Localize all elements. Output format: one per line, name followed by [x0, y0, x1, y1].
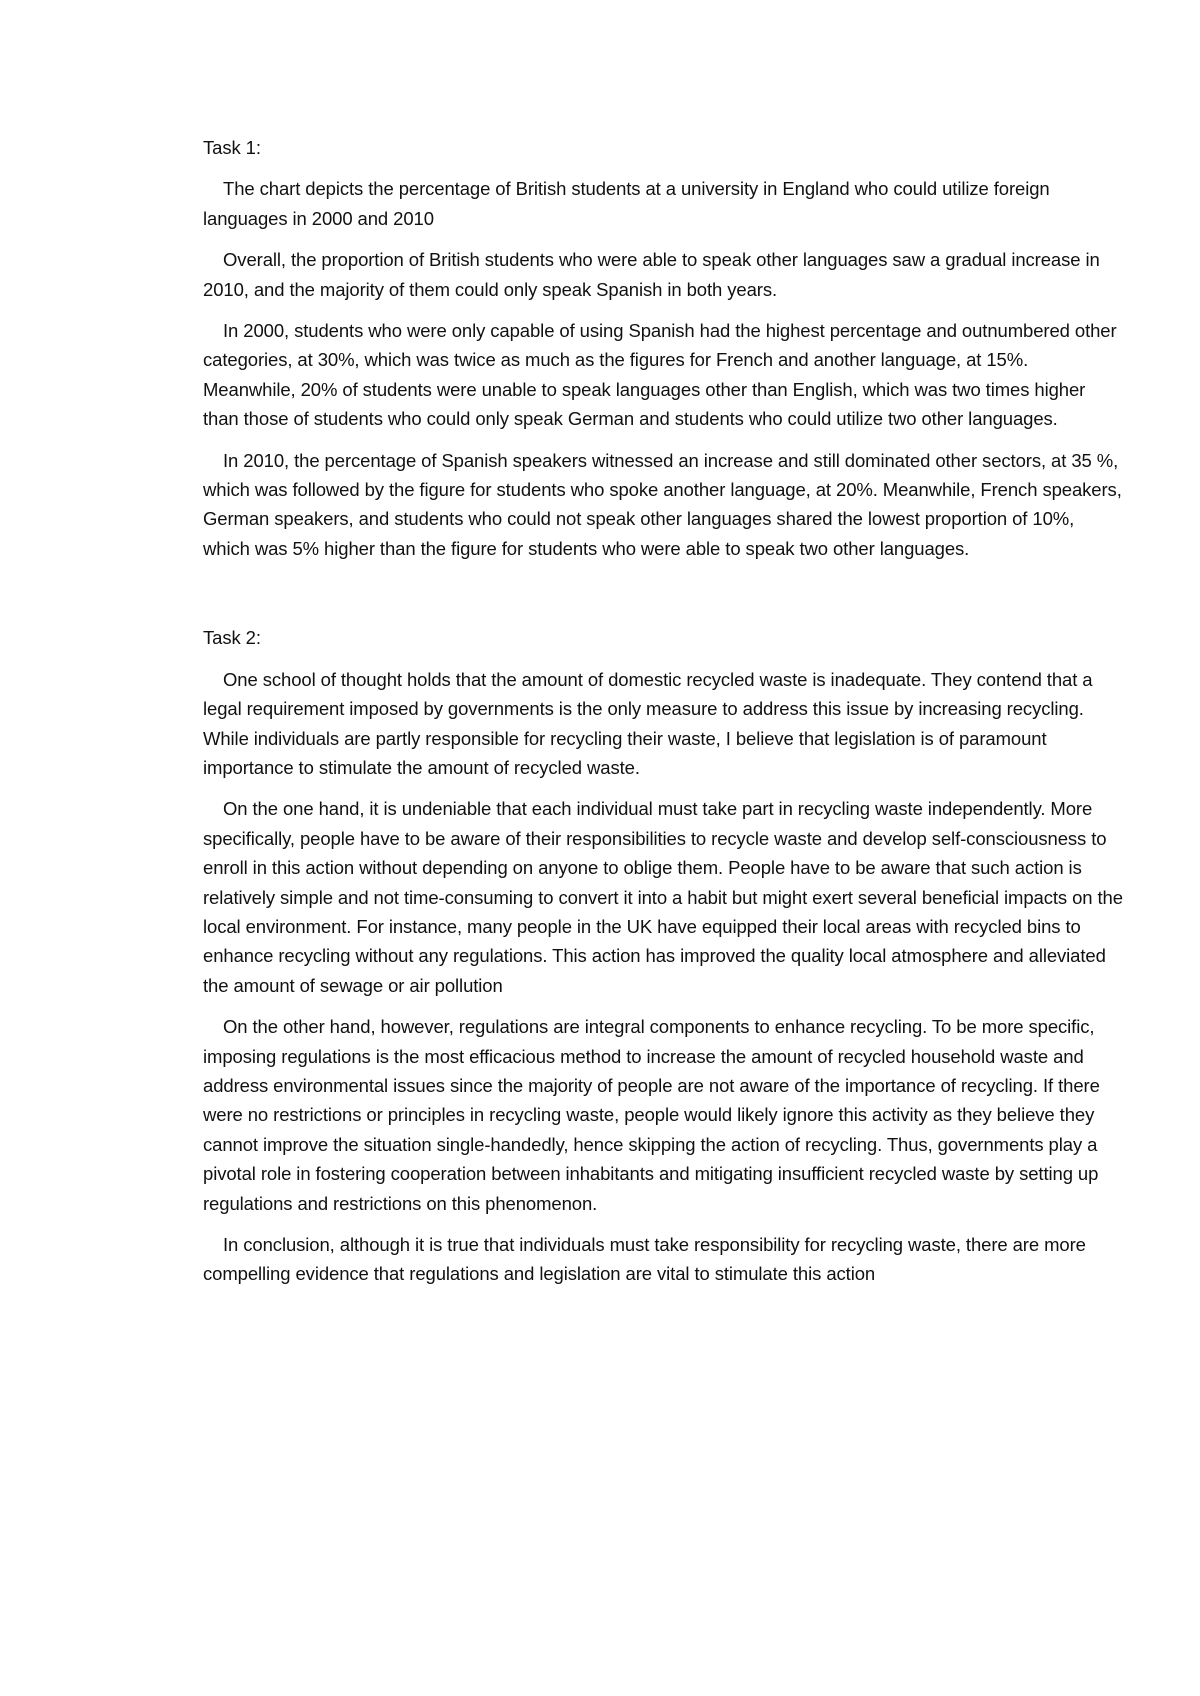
document-body [203, 133, 1123, 1301]
task2-paragraph-1: One school of thought holds that the amount of domestic recycled waste is inadequate. They contend that a legal requirement imposed by governments is the only measure to address this issue by increasing recycling. While individuals are partly responsible for recycling their waste, I believe that legislation is of paramount importance to stimulate the amount of recycled waste. [203, 668, 1093, 778]
section-spacer [203, 575, 1123, 623]
task2-heading: Task 2: [203, 627, 261, 649]
task1-paragraph-2: Overall, the proportion of British students who were able to speak other languages saw a gradual increase in 2010, and the majority of them could only speak Spanish in both years. [203, 249, 1100, 300]
task1-paragraph-4: In 2010, the percentage of Spanish speakers witnessed an increase and still dominated other sectors, at 35 %, which was followed by the figure for students who spoke another language, at 20%. Meanwhile, French speakers, German speakers, and students who could not speak other languages shared the lowest proportion of 10%, which was 5% higher than the figure for students who were able to speak two other languages. [203, 449, 1122, 559]
task1-heading: Task 1: [203, 137, 261, 158]
task2-paragraph-3: On the other hand, however, regulations are integral components to enhance recycling. To be more specific, imposing regulations is the most efficacious method to increase the amount of recycled household waste and address environmental issues since the majority of people are not aware of the importance of recycling. If there were no restrictions or principles in recycling waste, people would likely ignore this activity as they believe they cannot improve the situation single-handedly, hence skipping the action of recycling. Thus, governments play a pivotal role in fostering cooperation between inhabitants and mitigating insufficient recycled waste by setting up regulations and restrictions on this phenomenon. [203, 1016, 1100, 1214]
task2-paragraph-2: On the one hand, it is undeniable that each individual must take part in recycling waste independently. More specifically, people have to be aware of their responsibilities to recycle waste and develop self-consciousness to enroll in this action without depending on anyone to oblige them. People have to be aware that such action is relatively simple and not time-consuming to convert it into a habit but might exert several beneficial impacts on the local environment. For instance, many people in the UK have equipped their local areas with recycled bins to enhance recycling without any regulations. This action has improved the quality local atmosphere and alleviated the amount of sewage or air pollution [203, 798, 1123, 996]
task2-paragraph-4: In conclusion, although it is true that individuals must take responsibility for recycling waste, there are more compelling evidence that regulations and legislation are vital to stimulate this action [203, 1234, 1086, 1285]
task1-paragraph-3: In 2000, students who were only capable of using Spanish had the highest percentage and outnumbered other categories, at 30%, which was twice as much as the figures for French and another language, at 15%. Meanwhile, 20% of students were unable to speak languages other than English, which was two times higher than those of students who could only speak German and students who could utilize two other languages. [203, 320, 1117, 430]
task1-paragraph-1: The chart depicts the percentage of British students at a university in England who could utilize foreign languages in 2000 and 2010 [203, 178, 1050, 229]
